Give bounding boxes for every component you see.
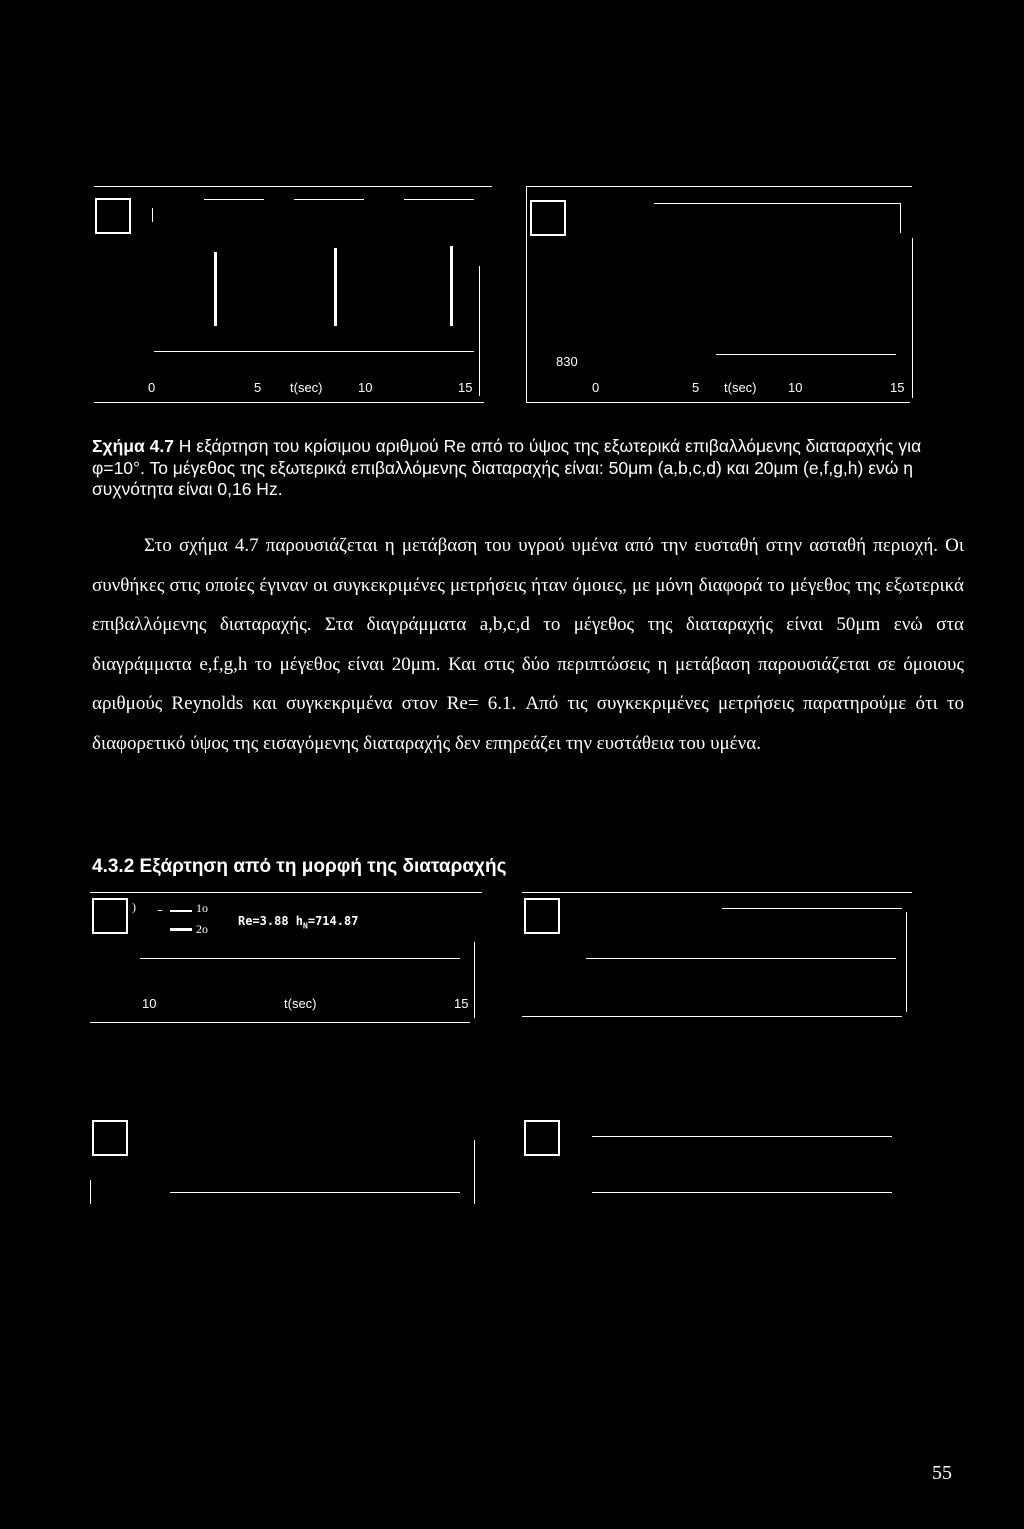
bottom-bottom-left-chart — [90, 1120, 482, 1210]
signal-spike — [450, 246, 453, 326]
x-tick: 15 — [890, 380, 905, 395]
panel-label-box — [92, 898, 128, 934]
paragraph-text: Στο σχήμα 4.7 παρουσιάζεται η μετάβαση του υγρού υμένα από την ευσταθή στην ασταθή περιοχή. Οι συνθήκες στις οποίες έγιναν οι συγκεκριμένες μετρήσεις ήταν όμοιες, με μόνη διαφορά το μέγεθος της εξωτερικά επιβαλλόμενης διαταραχής. Στα διαγράμματα a,b,c,d το μέγεθος της διαταραχής είναι 50μm ενώ στα διαγράμματα e,f,g,h το μέγεθος είναι 20μm. Και στις δύο περιπτώσεις η μετάβαση παρουσιάζεται σε όμοιους αριθμούς Reynolds και συγκεκριμένα στον Re= 6.1. Από τις συγκεκριμένες μετρήσεις παρατηρούμε ότι το διαφορετικό ύψος της εισαγόμενης διαταραχής δεν επηρεάζει την ευστάθεια του υμένα. — [92, 535, 964, 754]
signal-spike — [334, 248, 337, 326]
caption-text: Η εξάρτηση του κρίσιμου αριθμού Re από το ύψος της εξωτερικά επιβαλλόμενης διαταραχής για φ=10°. Το μέγεθος της εξωτερικά επιβαλλόμενης διαταραχής είναι: 50μm (a,b,c,d) και 20μm (e,f,g,h) ενώ η συχνότητα είναι 0,16 Hz. — [92, 436, 922, 499]
page-number: 55 — [932, 1462, 952, 1484]
panel-label-box — [95, 198, 131, 234]
body-paragraph — [92, 526, 964, 763]
legend-line-dashed — [158, 910, 162, 911]
x-axis-label: t(sec) — [724, 380, 757, 395]
x-tick: 10 — [142, 996, 157, 1011]
legend-label-2: 2o — [196, 922, 208, 936]
bottom-top-left-chart — [90, 892, 482, 1022]
panel-label-box — [92, 1120, 128, 1156]
panel-label-box — [530, 200, 566, 236]
panel-label-box — [524, 1120, 560, 1156]
panel-label-box — [524, 898, 560, 934]
bottom-top-right-chart — [522, 892, 914, 1022]
x-axis-label: t(sec) — [284, 996, 317, 1011]
top-left-chart — [94, 186, 494, 406]
legend-label-1: 1o — [196, 901, 208, 915]
figure-caption — [92, 436, 972, 501]
bottom-bottom-right-chart — [522, 1120, 914, 1210]
signal-spike — [214, 252, 217, 326]
x-tick: 0 — [148, 380, 156, 395]
legend-line-2 — [170, 928, 192, 931]
x-tick: 0 — [592, 380, 600, 395]
section-heading: 4.3.2 Εξάρτηση από τη μορφή της διαταραχής — [92, 856, 507, 877]
reynolds-annotation: Re=3.88 $h_N=714.87$ — [238, 914, 359, 931]
x-tick: 15 — [458, 380, 473, 395]
legend-marker: ) — [132, 900, 136, 914]
x-axis-label: t(sec) — [290, 380, 323, 395]
x-tick: 10 — [788, 380, 803, 395]
x-tick: 15 — [454, 996, 469, 1011]
top-right-chart — [526, 186, 920, 406]
legend-line-1 — [170, 910, 192, 912]
x-tick: 5 — [692, 380, 700, 395]
x-tick: 10 — [358, 380, 373, 395]
y-axis-value: 830 — [556, 354, 578, 369]
x-tick: 5 — [254, 380, 262, 395]
caption-label: Σχήμα 4.7 — [92, 436, 174, 456]
